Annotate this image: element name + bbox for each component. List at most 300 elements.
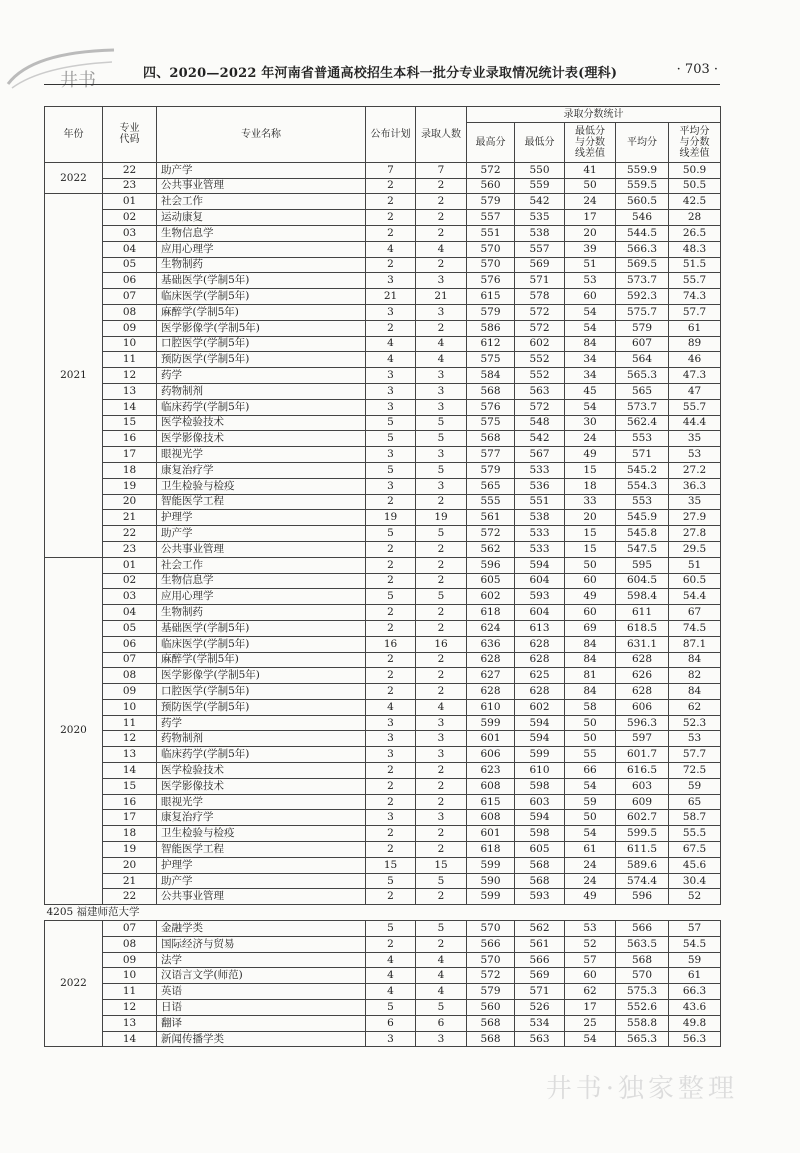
- min-cell: 613: [515, 620, 565, 636]
- avg-diff-cell: 30.4: [669, 873, 721, 889]
- min-cell: 571: [515, 273, 565, 289]
- table-row: [45, 241, 721, 257]
- max-cell: 579: [467, 194, 515, 210]
- min-cell: 542: [515, 194, 565, 210]
- min-cell: 538: [515, 510, 565, 526]
- max-cell: 606: [467, 747, 515, 763]
- plan-cell: 3: [366, 715, 416, 731]
- avg-diff-cell: 67.5: [669, 842, 721, 858]
- min-cell: 572: [515, 304, 565, 320]
- code-cell: 16: [103, 431, 157, 447]
- min-diff-cell: 33: [565, 494, 616, 510]
- avg-diff-cell: 56.3: [669, 1031, 721, 1047]
- major-cell: 卫生检验与检疫: [157, 478, 366, 494]
- plan-cell: 5: [366, 462, 416, 478]
- year-cell: 2022: [45, 162, 103, 194]
- code-cell: 12: [103, 1000, 157, 1016]
- max-cell: 612: [467, 336, 515, 352]
- avg-cell: 566: [616, 921, 669, 937]
- table-row: [45, 842, 721, 858]
- avg-cell: 569.5: [616, 257, 669, 273]
- code-cell: 05: [103, 620, 157, 636]
- major-cell: 翻译: [157, 1015, 366, 1031]
- max-cell: 599: [467, 715, 515, 731]
- min-diff-cell: 50: [565, 557, 616, 573]
- min-diff-cell: 51: [565, 257, 616, 273]
- max-cell: 570: [467, 921, 515, 937]
- max-cell: 572: [467, 162, 515, 178]
- avg-cell: 553: [616, 431, 669, 447]
- enrolled-cell: 2: [416, 652, 467, 668]
- min-cell: 598: [515, 826, 565, 842]
- code-cell: 13: [103, 747, 157, 763]
- code-cell: 10: [103, 699, 157, 715]
- table-row: [45, 605, 721, 621]
- code-cell: 07: [103, 652, 157, 668]
- enrolled-cell: 3: [416, 447, 467, 463]
- min-diff-cell: 39: [565, 241, 616, 257]
- max-cell: 599: [467, 889, 515, 905]
- avg-diff-cell: 48.3: [669, 241, 721, 257]
- col-enrolled: 录取人数: [416, 107, 467, 163]
- enrolled-cell: 2: [416, 684, 467, 700]
- table-row: [45, 699, 721, 715]
- table-row: [45, 715, 721, 731]
- min-cell: 568: [515, 857, 565, 873]
- enrolled-cell: 2: [416, 763, 467, 779]
- max-cell: 618: [467, 842, 515, 858]
- enrolled-cell: 2: [416, 936, 467, 952]
- enrolled-cell: 2: [416, 778, 467, 794]
- avg-diff-cell: 65: [669, 794, 721, 810]
- code-cell: 20: [103, 494, 157, 510]
- code-cell: 14: [103, 763, 157, 779]
- avg-cell: 564: [616, 352, 669, 368]
- major-cell: 助产学: [157, 526, 366, 542]
- major-cell: 日语: [157, 1000, 366, 1016]
- min-diff-cell: 54: [565, 1031, 616, 1047]
- avg-cell: 565.3: [616, 368, 669, 384]
- enrolled-cell: 2: [416, 194, 467, 210]
- enrolled-cell: 15: [416, 857, 467, 873]
- code-cell: 18: [103, 462, 157, 478]
- code-cell: 22: [103, 162, 157, 178]
- enrolled-cell: 3: [416, 731, 467, 747]
- year-cell: 2020: [45, 557, 103, 905]
- plan-cell: 2: [366, 684, 416, 700]
- max-cell: 576: [467, 273, 515, 289]
- year-cell: 2021: [45, 194, 103, 557]
- min-diff-cell: 15: [565, 541, 616, 557]
- min-cell: 625: [515, 668, 565, 684]
- code-cell: 23: [103, 541, 157, 557]
- min-cell: 603: [515, 794, 565, 810]
- table-row: [45, 352, 721, 368]
- enrolled-cell: 5: [416, 921, 467, 937]
- table-row: [45, 921, 721, 937]
- min-diff-cell: 54: [565, 320, 616, 336]
- table-row: [45, 1031, 721, 1047]
- table-row: [45, 573, 721, 589]
- min-cell: 569: [515, 257, 565, 273]
- min-diff-cell: 24: [565, 194, 616, 210]
- max-cell: 560: [467, 178, 515, 194]
- avg-cell: 596: [616, 889, 669, 905]
- avg-cell: 628: [616, 652, 669, 668]
- avg-diff-cell: 52.3: [669, 715, 721, 731]
- table-row: [45, 415, 721, 431]
- min-cell: 628: [515, 652, 565, 668]
- code-cell: 05: [103, 257, 157, 273]
- max-cell: 602: [467, 589, 515, 605]
- col-stats-group: 录取分数统计: [467, 107, 721, 123]
- code-cell: 09: [103, 952, 157, 968]
- plan-cell: 2: [366, 257, 416, 273]
- table-row: [45, 589, 721, 605]
- enrolled-cell: 3: [416, 383, 467, 399]
- plan-cell: 2: [366, 620, 416, 636]
- enrolled-cell: 3: [416, 368, 467, 384]
- major-cell: 英语: [157, 984, 366, 1000]
- avg-diff-cell: 36.3: [669, 478, 721, 494]
- code-cell: 20: [103, 857, 157, 873]
- avg-cell: 596.3: [616, 715, 669, 731]
- code-cell: 23: [103, 178, 157, 194]
- avg-diff-cell: 84: [669, 684, 721, 700]
- code-cell: 19: [103, 478, 157, 494]
- table-row: [45, 984, 721, 1000]
- enrolled-cell: 19: [416, 510, 467, 526]
- code-cell: 15: [103, 778, 157, 794]
- avg-cell: 573.7: [616, 399, 669, 415]
- avg-cell: 547.5: [616, 541, 669, 557]
- enrolled-cell: 4: [416, 241, 467, 257]
- major-cell: 护理学: [157, 857, 366, 873]
- plan-cell: 4: [366, 336, 416, 352]
- avg-diff-cell: 74.3: [669, 289, 721, 305]
- max-cell: 624: [467, 620, 515, 636]
- code-cell: 10: [103, 336, 157, 352]
- major-cell: 生物制药: [157, 257, 366, 273]
- enrolled-cell: 2: [416, 494, 467, 510]
- min-diff-cell: 41: [565, 162, 616, 178]
- plan-cell: 4: [366, 699, 416, 715]
- avg-cell: 609: [616, 794, 669, 810]
- max-cell: 575: [467, 415, 515, 431]
- table-row: [45, 447, 721, 463]
- max-cell: 557: [467, 210, 515, 226]
- enrolled-cell: 2: [416, 826, 467, 842]
- max-cell: 551: [467, 225, 515, 241]
- table-row: [45, 510, 721, 526]
- min-diff-cell: 24: [565, 431, 616, 447]
- min-diff-cell: 84: [565, 684, 616, 700]
- col-min-diff: 最低分与分数线差值: [565, 122, 616, 162]
- avg-cell: 631.1: [616, 636, 669, 652]
- min-cell: 605: [515, 842, 565, 858]
- plan-cell: 3: [366, 731, 416, 747]
- enrolled-cell: 3: [416, 478, 467, 494]
- enrolled-cell: 5: [416, 431, 467, 447]
- avg-cell: 595: [616, 557, 669, 573]
- major-cell: 医学检验技术: [157, 763, 366, 779]
- min-diff-cell: 54: [565, 304, 616, 320]
- max-cell: 577: [467, 447, 515, 463]
- min-diff-cell: 17: [565, 1000, 616, 1016]
- plan-cell: 4: [366, 968, 416, 984]
- watermark: 井书·独家整理: [545, 1074, 738, 1104]
- min-diff-cell: 30: [565, 415, 616, 431]
- max-cell: 627: [467, 668, 515, 684]
- min-diff-cell: 24: [565, 857, 616, 873]
- code-cell: 08: [103, 668, 157, 684]
- max-cell: 601: [467, 826, 515, 842]
- page-number: · 703 ·: [676, 62, 718, 77]
- min-diff-cell: 50: [565, 731, 616, 747]
- avg-cell: 574.4: [616, 873, 669, 889]
- min-diff-cell: 58: [565, 699, 616, 715]
- code-cell: 09: [103, 684, 157, 700]
- plan-cell: 3: [366, 273, 416, 289]
- avg-diff-cell: 67: [669, 605, 721, 621]
- enrolled-cell: 3: [416, 304, 467, 320]
- avg-cell: 579: [616, 320, 669, 336]
- institution-row: [45, 905, 721, 921]
- avg-diff-cell: 27.9: [669, 510, 721, 526]
- max-cell: 590: [467, 873, 515, 889]
- plan-cell: 3: [366, 447, 416, 463]
- min-diff-cell: 50: [565, 178, 616, 194]
- min-cell: 594: [515, 731, 565, 747]
- min-cell: 535: [515, 210, 565, 226]
- table-row: [45, 462, 721, 478]
- major-cell: 智能医学工程: [157, 494, 366, 510]
- code-cell: 11: [103, 352, 157, 368]
- table-row: [45, 557, 721, 573]
- avg-cell: 606: [616, 699, 669, 715]
- table-row: [45, 257, 721, 273]
- avg-cell: 604.5: [616, 573, 669, 589]
- table-row: [45, 1015, 721, 1031]
- min-cell: 550: [515, 162, 565, 178]
- min-cell: 566: [515, 952, 565, 968]
- admission-table: [44, 106, 721, 1047]
- enrolled-cell: 2: [416, 605, 467, 621]
- enrolled-cell: 2: [416, 210, 467, 226]
- code-cell: 18: [103, 826, 157, 842]
- major-cell: 智能医学工程: [157, 842, 366, 858]
- enrolled-cell: 4: [416, 699, 467, 715]
- major-cell: 公共事业管理: [157, 889, 366, 905]
- code-cell: 11: [103, 984, 157, 1000]
- avg-cell: 554.3: [616, 478, 669, 494]
- max-cell: 575: [467, 352, 515, 368]
- table-row: [45, 747, 721, 763]
- enrolled-cell: 5: [416, 415, 467, 431]
- min-cell: 533: [515, 462, 565, 478]
- table-row: [45, 478, 721, 494]
- plan-cell: 2: [366, 541, 416, 557]
- min-cell: 598: [515, 778, 565, 794]
- plan-cell: 2: [366, 178, 416, 194]
- code-cell: 13: [103, 383, 157, 399]
- min-diff-cell: 81: [565, 668, 616, 684]
- enrolled-cell: 2: [416, 225, 467, 241]
- max-cell: 610: [467, 699, 515, 715]
- code-cell: 06: [103, 273, 157, 289]
- table-row: [45, 526, 721, 542]
- avg-cell: 544.5: [616, 225, 669, 241]
- major-cell: 眼视光学: [157, 794, 366, 810]
- min-cell: 602: [515, 336, 565, 352]
- major-cell: 口腔医学(学制5年): [157, 336, 366, 352]
- plan-cell: 5: [366, 431, 416, 447]
- major-cell: 医学影像学(学制5年): [157, 668, 366, 684]
- code-cell: 04: [103, 605, 157, 621]
- avg-cell: 618.5: [616, 620, 669, 636]
- table-body: [45, 162, 721, 1047]
- plan-cell: 5: [366, 415, 416, 431]
- avg-diff-cell: 49.8: [669, 1015, 721, 1031]
- code-cell: 03: [103, 589, 157, 605]
- plan-cell: 15: [366, 857, 416, 873]
- table-row: [45, 620, 721, 636]
- avg-diff-cell: 50.5: [669, 178, 721, 194]
- table-row: [45, 652, 721, 668]
- avg-cell: 592.3: [616, 289, 669, 305]
- max-cell: 579: [467, 462, 515, 478]
- table-row: [45, 763, 721, 779]
- avg-diff-cell: 89: [669, 336, 721, 352]
- plan-cell: 7: [366, 162, 416, 178]
- avg-cell: 599.5: [616, 826, 669, 842]
- min-cell: 536: [515, 478, 565, 494]
- enrolled-cell: 3: [416, 1031, 467, 1047]
- plan-cell: 2: [366, 194, 416, 210]
- max-cell: 561: [467, 510, 515, 526]
- min-cell: 559: [515, 178, 565, 194]
- major-cell: 应用心理学: [157, 589, 366, 605]
- enrolled-cell: 2: [416, 794, 467, 810]
- avg-diff-cell: 58.7: [669, 810, 721, 826]
- min-cell: 628: [515, 636, 565, 652]
- plan-cell: 2: [366, 605, 416, 621]
- avg-cell: 545.8: [616, 526, 669, 542]
- enrolled-cell: 5: [416, 589, 467, 605]
- code-cell: 13: [103, 1015, 157, 1031]
- avg-diff-cell: 51.5: [669, 257, 721, 273]
- table-row: [45, 225, 721, 241]
- plan-cell: 3: [366, 1031, 416, 1047]
- avg-diff-cell: 87.1: [669, 636, 721, 652]
- col-plan: 公布计划: [366, 107, 416, 163]
- avg-diff-cell: 55.5: [669, 826, 721, 842]
- avg-cell: 552.6: [616, 1000, 669, 1016]
- code-cell: 01: [103, 194, 157, 210]
- enrolled-cell: 6: [416, 1015, 467, 1031]
- min-cell: 604: [515, 573, 565, 589]
- major-cell: 金融学类: [157, 921, 366, 937]
- major-cell: 医学影像技术: [157, 778, 366, 794]
- major-cell: 护理学: [157, 510, 366, 526]
- enrolled-cell: 16: [416, 636, 467, 652]
- table-row: [45, 194, 721, 210]
- min-cell: 599: [515, 747, 565, 763]
- max-cell: 565: [467, 478, 515, 494]
- plan-cell: 5: [366, 589, 416, 605]
- min-cell: 572: [515, 399, 565, 415]
- max-cell: 560: [467, 1000, 515, 1016]
- code-cell: 17: [103, 810, 157, 826]
- avg-diff-cell: 42.5: [669, 194, 721, 210]
- code-cell: 04: [103, 241, 157, 257]
- avg-cell: 559.9: [616, 162, 669, 178]
- major-cell: 汉语言文学(师范): [157, 968, 366, 984]
- min-diff-cell: 55: [565, 747, 616, 763]
- min-cell: 594: [515, 557, 565, 573]
- table-row: [45, 810, 721, 826]
- enrolled-cell: 5: [416, 462, 467, 478]
- code-cell: 10: [103, 968, 157, 984]
- min-cell: 557: [515, 241, 565, 257]
- avg-cell: 559.5: [616, 178, 669, 194]
- plan-cell: 2: [366, 210, 416, 226]
- enrolled-cell: 2: [416, 842, 467, 858]
- avg-cell: 573.7: [616, 273, 669, 289]
- major-cell: 药学: [157, 368, 366, 384]
- major-cell: 临床医学(学制5年): [157, 289, 366, 305]
- plan-cell: 6: [366, 1015, 416, 1031]
- max-cell: 570: [467, 257, 515, 273]
- min-diff-cell: 59: [565, 794, 616, 810]
- max-cell: 608: [467, 778, 515, 794]
- table-row: [45, 320, 721, 336]
- plan-cell: 3: [366, 368, 416, 384]
- avg-diff-cell: 60.5: [669, 573, 721, 589]
- plan-cell: 2: [366, 225, 416, 241]
- avg-diff-cell: 55.7: [669, 273, 721, 289]
- min-cell: 593: [515, 889, 565, 905]
- min-diff-cell: 34: [565, 368, 616, 384]
- enrolled-cell: 5: [416, 1000, 467, 1016]
- avg-diff-cell: 54.5: [669, 936, 721, 952]
- code-cell: 08: [103, 304, 157, 320]
- plan-cell: 2: [366, 320, 416, 336]
- table-row: [45, 162, 721, 178]
- major-cell: 生物信息学: [157, 225, 366, 241]
- major-cell: 口腔医学(学制5年): [157, 684, 366, 700]
- major-cell: 康复治疗学: [157, 462, 366, 478]
- plan-cell: 2: [366, 573, 416, 589]
- col-year: 年份: [45, 107, 103, 163]
- code-cell: 07: [103, 289, 157, 305]
- min-diff-cell: 84: [565, 636, 616, 652]
- major-cell: 卫生检验与检疫: [157, 826, 366, 842]
- min-cell: 594: [515, 810, 565, 826]
- code-cell: 17: [103, 447, 157, 463]
- avg-cell: 545.2: [616, 462, 669, 478]
- code-cell: 16: [103, 794, 157, 810]
- col-major: 专业名称: [157, 107, 366, 163]
- code-cell: 19: [103, 842, 157, 858]
- enrolled-cell: 4: [416, 968, 467, 984]
- min-diff-cell: 60: [565, 289, 616, 305]
- jingshu-logo: [2, 44, 120, 94]
- avg-diff-cell: 57.7: [669, 304, 721, 320]
- avg-diff-cell: 27.2: [669, 462, 721, 478]
- max-cell: 562: [467, 541, 515, 557]
- plan-cell: 19: [366, 510, 416, 526]
